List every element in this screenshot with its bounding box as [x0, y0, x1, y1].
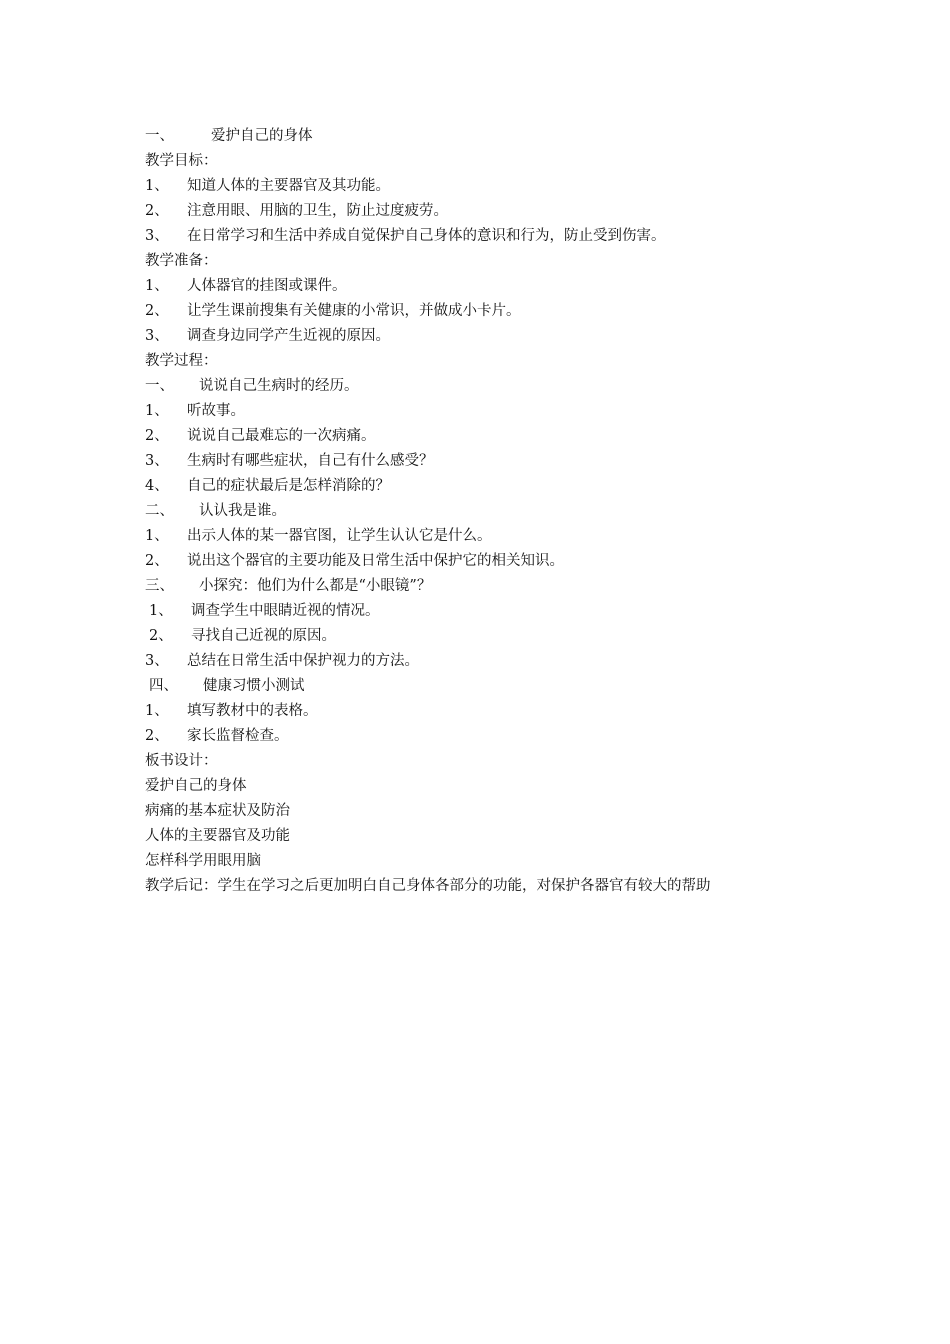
item-text: 生病时有哪些症状，自己有什么感受？: [187, 453, 434, 469]
item-text: 出示人体的某一器官图，让学生认认它是什么。: [187, 528, 492, 544]
item-text: 在日常学习和生活中养成自觉保护自己身体的意识和行为，防止受到伤害。: [187, 228, 666, 244]
process-item: [145, 724, 845, 749]
item-number: 2、: [145, 203, 169, 219]
section-text: 健康习惯小测试: [203, 678, 305, 694]
item-text: 填写教材中的表格。: [187, 703, 318, 719]
title-text: 爱护自己的身体: [211, 128, 313, 144]
process-section-heading: [145, 374, 845, 399]
item-text: 注意用眼、用脑的卫生，防止过度疲劳。: [187, 203, 448, 219]
item-text: 家长监督检查。: [187, 728, 289, 744]
section-text: 认认我是谁。: [199, 503, 286, 519]
item-number: 1、: [145, 528, 169, 544]
item-number: 2、: [145, 303, 169, 319]
item-text: 说说自己最难忘的一次病痛。: [187, 428, 376, 444]
item-text: 听故事。: [187, 403, 245, 419]
process-section-heading: [145, 499, 845, 524]
preparation-item: [145, 324, 845, 349]
item-number: 3、: [145, 453, 169, 469]
reflection-note: 教学后记：学生在学习之后更加明白自己身体各部分的功能，对保护各器官有较大的帮助: [145, 878, 711, 894]
item-text: 自己的症状最后是怎样消除的？: [187, 478, 390, 494]
section-text: 小探究：他们为什么都是“小眼镜”？: [199, 578, 432, 594]
process-item: [145, 424, 845, 449]
objectives-heading: 教学目标：: [145, 153, 218, 169]
item-text: 调查身边同学产生近视的原因。: [187, 328, 390, 344]
process-item: [145, 399, 845, 424]
item-number: 2、: [145, 728, 169, 744]
process-item: [145, 449, 845, 474]
board-heading: 板书设计：: [145, 753, 218, 769]
item-number: 3、: [145, 328, 169, 344]
item-text: 寻找自己近视的原因。: [191, 628, 336, 644]
item-number: 3、: [145, 653, 169, 669]
item-text: 说出这个器官的主要功能及日常生活中保护它的相关知识。: [187, 553, 564, 569]
process-item: [145, 699, 845, 724]
preparation-heading: 教学准备：: [145, 253, 218, 269]
section-number: 一、: [145, 378, 174, 394]
section-number: 三、: [145, 578, 174, 594]
process-heading: 教学过程：: [145, 353, 218, 369]
section-number: 二、: [145, 503, 174, 519]
process-item: [145, 524, 845, 549]
item-text: 人体器官的挂图或课件。: [187, 278, 347, 294]
item-number: 1、: [145, 178, 169, 194]
item-number: 1、: [145, 403, 169, 419]
objective-item: [145, 199, 845, 224]
section-number: 四、: [149, 678, 178, 694]
objective-item: [145, 224, 845, 249]
preparation-item: [145, 299, 845, 324]
item-number: 2、: [145, 553, 169, 569]
board-line: 病痛的基本症状及防治: [145, 803, 290, 819]
item-text: 知道人体的主要器官及其功能。: [187, 178, 390, 194]
process-item: [145, 624, 845, 649]
item-number: 4、: [145, 478, 169, 494]
process-item: [145, 649, 845, 674]
item-number: 2、: [145, 428, 169, 444]
document-body: [145, 124, 845, 899]
board-line: 爱护自己的身体: [145, 778, 247, 794]
item-number: 3、: [145, 228, 169, 244]
item-number: 1、: [145, 703, 169, 719]
process-section-heading: [145, 574, 845, 599]
item-text: 调查学生中眼睛近视的情况。: [191, 603, 380, 619]
title-number: 一、: [145, 128, 174, 144]
board-line: 怎样科学用眼用脑: [145, 853, 261, 869]
item-text: 让学生课前搜集有关健康的小常识，并做成小卡片。: [187, 303, 521, 319]
lesson-title: [145, 124, 845, 149]
preparation-item: [145, 274, 845, 299]
section-text: 说说自己生病时的经历。: [199, 378, 359, 394]
item-number: 2、: [149, 628, 173, 644]
item-number: 1、: [145, 278, 169, 294]
item-number: 1、: [149, 603, 173, 619]
board-line: 人体的主要器官及功能: [145, 828, 290, 844]
process-item: [145, 549, 845, 574]
objective-item: [145, 174, 845, 199]
process-item: [145, 599, 845, 624]
item-text: 总结在日常生活中保护视力的方法。: [187, 653, 419, 669]
process-section-heading: [145, 674, 845, 699]
process-item: [145, 474, 845, 499]
